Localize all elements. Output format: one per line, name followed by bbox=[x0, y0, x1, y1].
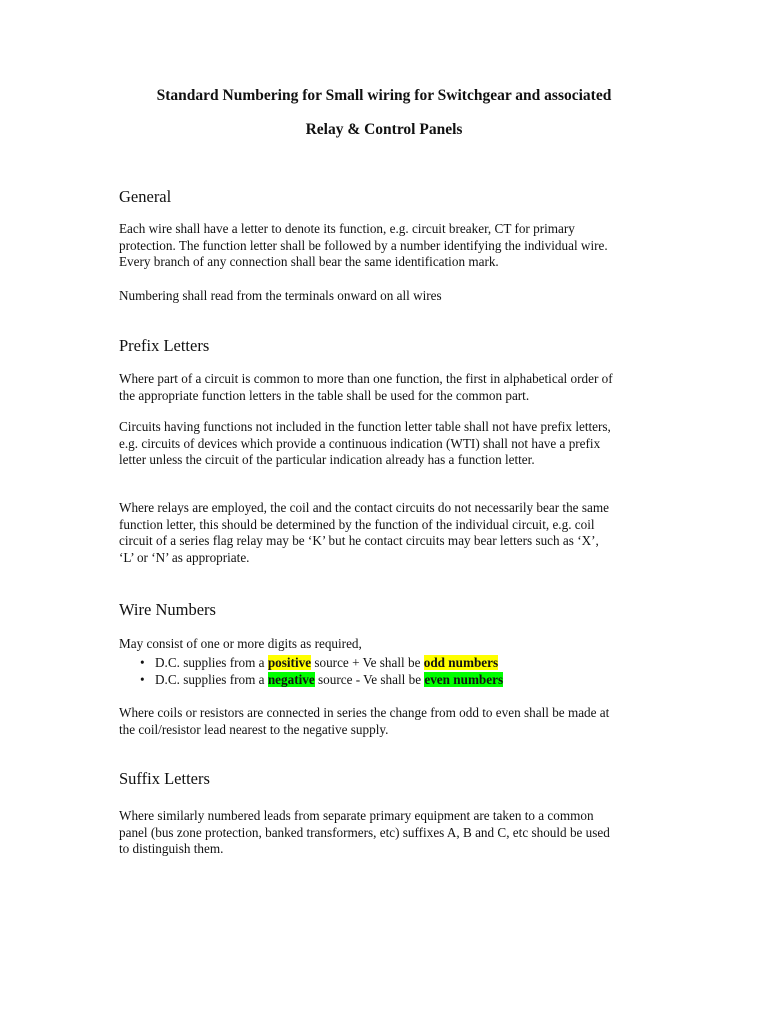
document-title-line-1: Standard Numbering for Small wiring for Switchgear and associated bbox=[156, 87, 612, 104]
text-line: the appropriate function letters in the table shall be used for the common part. bbox=[119, 387, 530, 403]
highlight-positive: positive bbox=[267, 655, 312, 670]
prefix-paragraph-1 bbox=[119, 371, 664, 404]
text-line: to distinguish them. bbox=[119, 841, 224, 857]
text-line: function letter, this should be determined by the function of the individual circuit, e.g. coil bbox=[119, 516, 595, 532]
prefix-paragraph-3 bbox=[119, 500, 664, 566]
text-line: circuit of a series flag relay may be ‘K’ but he contact circuits may bear letters such as ‘X’, bbox=[119, 533, 599, 549]
wire-numbers-list bbox=[119, 655, 679, 688]
text-line: Circuits having functions not included in the function letter table shall not have prefix letters, bbox=[119, 419, 611, 434]
text-line: Each wire shall have a letter to denote its function, e.g. circuit breaker, CT for primary bbox=[119, 221, 575, 236]
text-line: Where relays are employed, the coil and the contact circuits do not necessarily bear the same bbox=[119, 500, 609, 515]
bullet-icon: • bbox=[140, 655, 145, 670]
section-heading-wire-numbers: Wire Numbers bbox=[119, 600, 216, 619]
prefix-paragraph-2 bbox=[119, 419, 664, 469]
text-line: May consist of one or more digits as required, bbox=[119, 636, 362, 651]
text-line: e.g. circuits of devices which provide a continuous indication (WTI) shall not have a prefix bbox=[119, 435, 601, 451]
bullet-text-middle: source - Ve shall be bbox=[314, 671, 425, 687]
text-line: Every branch of any connection shall bear the same identification mark. bbox=[119, 254, 499, 270]
text-line: Where part of a circuit is common to more than one function, the first in alphabetical order of bbox=[119, 371, 613, 386]
suffix-paragraph bbox=[119, 808, 664, 858]
section-heading-suffix-letters: Suffix Letters bbox=[119, 769, 210, 788]
bullet-text-middle: source + Ve shall be bbox=[311, 655, 424, 670]
bullet-text-prefix: D.C. supplies from a bbox=[155, 655, 268, 670]
bullet-text-prefix: D.C. supplies from a bbox=[155, 671, 268, 687]
section-heading-general: General bbox=[119, 187, 172, 206]
highlight-even-numbers: even numbers bbox=[424, 671, 504, 687]
text-line: Numbering shall read from the terminals onward on all wires bbox=[119, 288, 442, 303]
highlight-negative: negative bbox=[267, 671, 315, 687]
section-heading-prefix-letters: Prefix Letters bbox=[119, 336, 210, 355]
document-title-line-2: Relay & Control Panels bbox=[305, 121, 463, 138]
text-line: letter unless the circuit of the particular indication already has a function letter. bbox=[119, 452, 535, 468]
bullet-icon: • bbox=[140, 671, 145, 687]
wire-numbers-paragraph bbox=[119, 705, 664, 738]
text-line: Where coils or resistors are connected in series the change from odd to even shall be made at bbox=[119, 705, 610, 720]
general-paragraph-1 bbox=[119, 221, 664, 271]
highlight-odd-numbers: odd numbers bbox=[423, 655, 499, 670]
text-line: panel (bus zone protection, banked transformers, etc) suffixes A, B and C, etc should be used bbox=[119, 824, 610, 840]
wire-numbers-intro bbox=[119, 636, 664, 653]
text-line: Where similarly numbered leads from separate primary equipment are taken to a common bbox=[119, 808, 594, 823]
text-line: protection. The function letter shall be followed by a number identifying the individual wire. bbox=[119, 237, 608, 253]
text-line: ‘L’ or ‘N’ as appropriate. bbox=[119, 549, 250, 565]
general-paragraph-2 bbox=[119, 288, 664, 305]
list-item-negative-supply bbox=[119, 672, 679, 689]
list-item-positive-supply bbox=[119, 655, 679, 672]
text-line: the coil/resistor lead nearest to the negative supply. bbox=[119, 721, 389, 737]
